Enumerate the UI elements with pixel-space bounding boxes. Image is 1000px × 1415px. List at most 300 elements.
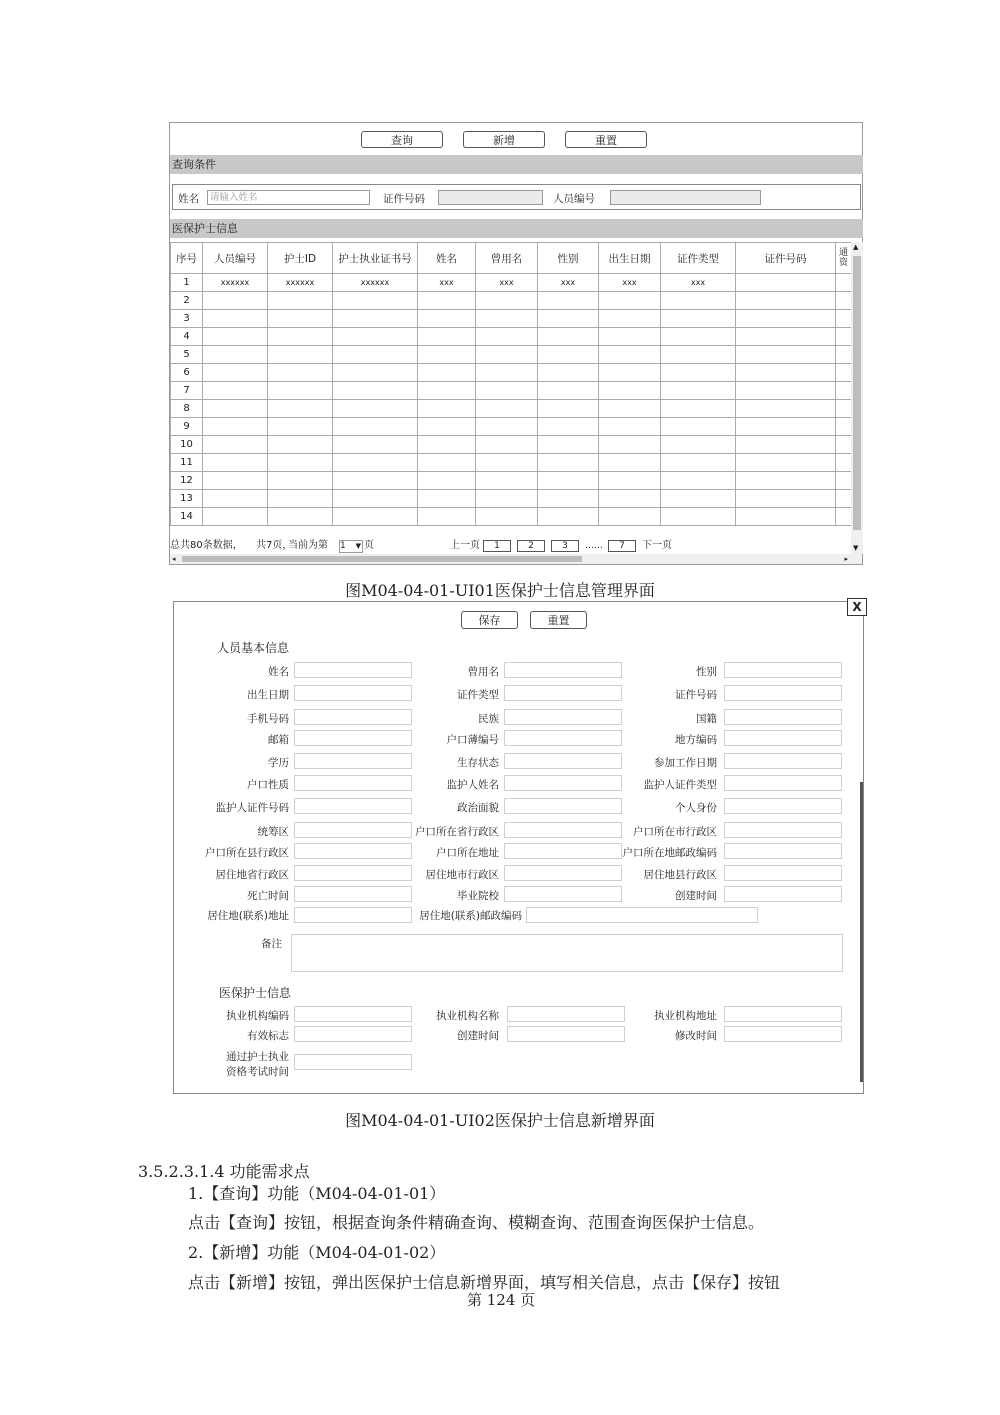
field-label-n07a: 通过护士执业: [226, 1051, 289, 1063]
page-button-2[interactable]: 2: [517, 540, 545, 552]
field-label-f35: 居住地(联系)邮政编码: [419, 910, 522, 922]
table-cell: [476, 346, 538, 364]
table-row[interactable]: [171, 274, 852, 292]
table-cell: [836, 490, 852, 508]
table-cell: [836, 418, 852, 436]
field-label-n03: 执业机构地址: [654, 1010, 717, 1022]
table-cell: [736, 472, 836, 490]
table-cell: [599, 364, 661, 382]
horizontal-scroll-thumb[interactable]: [182, 556, 582, 562]
table-cell: [836, 472, 852, 490]
table-cell: 10: [171, 436, 203, 454]
table-cell: [333, 364, 418, 382]
field-label-f32: 毕业院校: [457, 890, 499, 902]
table-cell: [268, 436, 333, 454]
table-cell: [736, 508, 836, 526]
column-header[interactable]: 姓名: [418, 243, 476, 274]
table-cell: [661, 418, 736, 436]
table-cell: 9: [171, 418, 203, 436]
table-cell: [268, 364, 333, 382]
table-cell: [333, 310, 418, 328]
table-cell: xxxxxx: [268, 274, 333, 292]
table-cell: [333, 436, 418, 454]
dropdown-arrow-icon: ▼: [355, 542, 361, 550]
table-cell: [538, 472, 599, 490]
page-button-3[interactable]: 3: [551, 540, 579, 552]
table-cell: 12: [171, 472, 203, 490]
field-label-f30: 居住地县行政区: [643, 869, 717, 881]
page-number: 第 124 页: [467, 1291, 536, 1309]
form-reset-button[interactable]: 重置: [530, 611, 587, 629]
table-cell: xxx: [418, 274, 476, 292]
prev-page-link[interactable]: 上一页: [450, 540, 480, 551]
table-cell: [268, 292, 333, 310]
field-input-f34[interactable]: [294, 907, 412, 923]
field-input-n05[interactable]: [507, 1026, 625, 1042]
field-label-f23: 户口所在省行政区: [415, 826, 499, 838]
table-cell: [836, 436, 852, 454]
table-cell: [599, 346, 661, 364]
field-input-f26[interactable]: [504, 843, 622, 859]
field-input-f32[interactable]: [504, 886, 622, 902]
nurse-info-table: [170, 242, 852, 526]
table-cell: xxxxxx: [203, 274, 268, 292]
table-cell: [538, 346, 599, 364]
column-header[interactable]: 性别: [538, 243, 599, 274]
table-row[interactable]: [171, 292, 852, 310]
table-row[interactable]: [171, 328, 852, 346]
table-row[interactable]: [171, 364, 852, 382]
field-label-f29: 居住地市行政区: [425, 869, 499, 881]
reset-button[interactable]: 重置: [565, 131, 647, 148]
table-row[interactable]: [171, 472, 852, 490]
info-section-header: 医保护士信息: [170, 219, 863, 238]
field-input-f04[interactable]: [294, 685, 412, 701]
add-button[interactable]: 新增: [463, 131, 545, 148]
field-label-f20: 政治面貌: [457, 802, 499, 814]
caption-ui02: 图M04-04-01-UI02医保护士信息新增界面: [345, 1111, 655, 1130]
field-label-f19: 监护人证件号码: [215, 802, 289, 814]
field-input-f29[interactable]: [504, 865, 622, 881]
field-label-f17: 监护人姓名: [446, 779, 499, 791]
scroll-left-icon[interactable]: ◂: [172, 555, 176, 563]
table-cell: 5: [171, 346, 203, 364]
nurse-add-dialog: [173, 601, 864, 1094]
field-input-n06[interactable]: [724, 1026, 842, 1042]
table-cell: [661, 436, 736, 454]
dialog-scrollbar[interactable]: [860, 782, 863, 1082]
table-cell: [661, 454, 736, 472]
table-cell: [661, 490, 736, 508]
field-label-f15: 参加工作日期: [654, 757, 717, 769]
table-cell: [268, 382, 333, 400]
table-cell: [538, 454, 599, 472]
nurse-management-screen: [169, 122, 863, 565]
table-cell: [736, 454, 836, 472]
table-cell: [418, 364, 476, 382]
scroll-thumb[interactable]: [853, 256, 861, 530]
page-select[interactable]: [339, 540, 363, 553]
field-input-f33[interactable]: [724, 886, 842, 902]
table-cell: [476, 472, 538, 490]
table-row[interactable]: [171, 490, 852, 508]
field-label-n02: 执业机构名称: [436, 1010, 499, 1022]
field-input-f03[interactable]: [724, 662, 842, 678]
table-row[interactable]: [171, 418, 852, 436]
table-row[interactable]: [171, 454, 852, 472]
field-input-f06[interactable]: [724, 685, 842, 701]
table-cell: xxxxxx: [333, 274, 418, 292]
column-header[interactable]: 序号: [171, 243, 203, 274]
table-cell: xxx: [661, 274, 736, 292]
page-ellipsis: ……: [585, 541, 603, 551]
field-input-f02[interactable]: [504, 662, 622, 678]
table-cell: xxx: [538, 274, 599, 292]
table-cell: [736, 382, 836, 400]
field-input-f30[interactable]: [724, 865, 842, 881]
table-cell: [599, 436, 661, 454]
field-input-f10[interactable]: [294, 730, 412, 746]
field-input-n01[interactable]: [294, 1006, 412, 1022]
table-cell: [418, 382, 476, 400]
field-input-f20[interactable]: [504, 798, 622, 814]
table-cell: [268, 508, 333, 526]
table-row[interactable]: [171, 508, 852, 526]
table-cell: [538, 418, 599, 436]
table-cell: 6: [171, 364, 203, 382]
table-cell: 3: [171, 310, 203, 328]
table-cell: [661, 328, 736, 346]
table-cell: [538, 490, 599, 508]
table-cell: [836, 274, 852, 292]
table-cell: [268, 490, 333, 508]
scroll-up-icon[interactable]: ▲: [853, 243, 859, 251]
table-cell: 1: [171, 274, 203, 292]
table-cell: 14: [171, 508, 203, 526]
table-row[interactable]: [171, 400, 852, 418]
table-cell: [836, 292, 852, 310]
section-heading: 3.5.2.3.1.4 功能需求点: [138, 1162, 310, 1181]
table-cell: [418, 292, 476, 310]
idno-input[interactable]: [438, 190, 543, 205]
table-cell: [599, 454, 661, 472]
column-header[interactable]: 证件号码: [736, 243, 836, 274]
field-input-f35[interactable]: [526, 907, 758, 923]
field-label-f07: 手机号码: [247, 713, 289, 725]
table-cell: [203, 418, 268, 436]
table-cell: [476, 418, 538, 436]
field-input-f09[interactable]: [724, 709, 842, 725]
field-label-f22: 统筹区: [257, 826, 289, 838]
table-cell: [661, 400, 736, 418]
table-cell: 7: [171, 382, 203, 400]
table-cell: [203, 292, 268, 310]
field-label-f09: 国籍: [696, 713, 717, 725]
table-cell: [538, 364, 599, 382]
table-cell: [476, 436, 538, 454]
next-page-link[interactable]: 下一页: [642, 540, 672, 551]
table-cell: [418, 328, 476, 346]
table-cell: [333, 346, 418, 364]
field-input-f16[interactable]: [294, 775, 412, 791]
field-input-f21[interactable]: [724, 798, 842, 814]
nurse-info-heading: 医保护士信息: [219, 986, 292, 1000]
field-input-f08[interactable]: [504, 709, 622, 725]
table-cell: [418, 310, 476, 328]
column-header[interactable]: 通资: [836, 243, 852, 274]
table-cell: [418, 436, 476, 454]
table-cell: [203, 382, 268, 400]
column-header[interactable]: 出生日期: [599, 243, 661, 274]
table-cell: 11: [171, 454, 203, 472]
pagination-bar: [170, 539, 850, 553]
field-input-f13[interactable]: [294, 753, 412, 769]
table-cell: [836, 346, 852, 364]
table-cell: [836, 328, 852, 346]
field-input-f05[interactable]: [504, 685, 622, 701]
query-button[interactable]: 查询: [361, 131, 443, 148]
table-row[interactable]: [171, 310, 852, 328]
table-cell: [476, 400, 538, 418]
table-cell: [736, 310, 836, 328]
field-input-n04[interactable]: [294, 1026, 412, 1042]
table-cell: [661, 292, 736, 310]
item-query-desc: 点击【查询】按钮，根据查询条件精确查询、模糊查询、范围查询医保护士信息。: [188, 1213, 765, 1232]
table-cell: [736, 436, 836, 454]
field-input-f22[interactable]: [294, 822, 412, 838]
table-cell: [268, 418, 333, 436]
table-cell: [333, 472, 418, 490]
table-cell: [476, 508, 538, 526]
item-add-title: 2.【新增】功能（M04-04-01-02）: [188, 1243, 446, 1262]
table-row[interactable]: [171, 382, 852, 400]
field-input-f11[interactable]: [504, 730, 622, 746]
idno-label: 证件号码: [383, 193, 425, 205]
table-cell: [418, 472, 476, 490]
scroll-right-icon[interactable]: ▸: [844, 555, 848, 563]
basic-info-heading: 人员基本信息: [217, 641, 290, 655]
field-label-f05: 证件类型: [457, 689, 499, 701]
table-cell: [203, 400, 268, 418]
table-cell: [203, 364, 268, 382]
table-cell: [476, 382, 538, 400]
field-label-f21: 个人身份: [675, 802, 717, 814]
table-cell: 13: [171, 490, 203, 508]
field-label-n01: 执业机构编码: [226, 1010, 289, 1022]
table-cell: [836, 382, 852, 400]
name-input[interactable]: 请输入姓名: [207, 190, 370, 205]
table-cell: [599, 400, 661, 418]
page-select-value: 1: [340, 541, 346, 551]
table-cell: [333, 418, 418, 436]
table-cell: [203, 436, 268, 454]
field-input-f12[interactable]: [724, 730, 842, 746]
table-cell: [599, 382, 661, 400]
table-cell: [599, 508, 661, 526]
table-cell: [268, 310, 333, 328]
field-label-f33: 创建时间: [675, 890, 717, 902]
table-cell: [736, 400, 836, 418]
table-cell: [418, 346, 476, 364]
field-input-n02[interactable]: [507, 1006, 625, 1022]
field-input-f27[interactable]: [724, 843, 842, 859]
item-query-title: 1.【查询】功能（M04-04-01-01）: [188, 1184, 446, 1203]
item-add-desc: 点击【新增】按钮，弹出医保护士信息新增界面，填写相关信息，点击【保存】按钮: [188, 1273, 781, 1292]
table-cell: [268, 472, 333, 490]
table-cell: [203, 328, 268, 346]
save-button[interactable]: 保存: [461, 611, 518, 629]
field-label-f24: 户口所在市行政区: [633, 826, 717, 838]
table-cell: [333, 292, 418, 310]
table-cell: [538, 310, 599, 328]
query-section-header: 查询条件: [170, 155, 863, 174]
table-cell: [836, 310, 852, 328]
field-label-f36: 备注: [261, 938, 282, 950]
table-cell: [836, 508, 852, 526]
field-input-f15[interactable]: [724, 753, 842, 769]
table-cell: [538, 436, 599, 454]
table-cell: [661, 346, 736, 364]
page-button-last[interactable]: 7: [608, 540, 636, 552]
horizontal-scrollbar[interactable]: [170, 554, 862, 564]
field-label-f31: 死亡时间: [247, 890, 289, 902]
table-cell: [599, 418, 661, 436]
table-cell: [599, 490, 661, 508]
table-cell: [736, 364, 836, 382]
field-label-f11: 户口薄编号: [446, 734, 499, 746]
table-cell: [203, 310, 268, 328]
field-input-f19[interactable]: [294, 798, 412, 814]
vertical-scrollbar[interactable]: [851, 242, 863, 554]
field-label-f10: 邮箱: [268, 734, 289, 746]
field-label-f25: 户口所在县行政区: [205, 847, 289, 859]
field-input-f25[interactable]: [294, 843, 412, 859]
table-cell: [203, 472, 268, 490]
table-cell: [418, 418, 476, 436]
field-label-f01: 姓名: [268, 666, 289, 678]
table-cell: [203, 346, 268, 364]
table-cell: [333, 382, 418, 400]
field-input-f07[interactable]: [294, 709, 412, 725]
column-header[interactable]: 证件类型: [661, 243, 736, 274]
staff-no-label: 人员编号: [553, 193, 595, 205]
table-cell: [538, 508, 599, 526]
page-button-1[interactable]: 1: [483, 540, 511, 552]
table-cell: 2: [171, 292, 203, 310]
table-cell: [736, 328, 836, 346]
field-label-f12: 地方编码: [675, 734, 717, 746]
table-cell: 8: [171, 400, 203, 418]
staff-no-input[interactable]: [610, 190, 761, 205]
table-cell: [268, 328, 333, 346]
table-cell: [538, 382, 599, 400]
page-unit: 页: [364, 540, 374, 551]
table-cell: [268, 454, 333, 472]
table-cell: 4: [171, 328, 203, 346]
table-cell: [333, 328, 418, 346]
table-cell: [736, 490, 836, 508]
field-input-f24[interactable]: [724, 822, 842, 838]
table-cell: [736, 274, 836, 292]
table-cell: [418, 490, 476, 508]
table-row[interactable]: [171, 436, 852, 454]
field-label-f18: 监护人证件类型: [643, 779, 717, 791]
table-cell: [836, 364, 852, 382]
table-cell: xxx: [599, 274, 661, 292]
field-input-f17[interactable]: [504, 775, 622, 791]
table-cell: [736, 418, 836, 436]
table-cell: [476, 490, 538, 508]
field-label-n05: 创建时间: [457, 1030, 499, 1042]
table-cell: [203, 454, 268, 472]
table-cell: [268, 400, 333, 418]
current-page-text: 当前为第: [288, 540, 328, 551]
scroll-down-icon[interactable]: ▼: [853, 544, 859, 552]
field-input-f36[interactable]: [291, 934, 843, 972]
table-cell: [599, 292, 661, 310]
table-cell: [476, 328, 538, 346]
total-count-text: 总共80条数据，: [170, 540, 243, 551]
table-cell: [418, 400, 476, 418]
query-conditions-box: [172, 184, 861, 210]
table-cell: [538, 400, 599, 418]
close-button[interactable]: X: [847, 598, 867, 616]
field-label-f06: 证件号码: [675, 689, 717, 701]
table-cell: [538, 328, 599, 346]
field-input-f14[interactable]: [504, 753, 622, 769]
table-row[interactable]: [171, 346, 852, 364]
column-header[interactable]: 曾用名: [476, 243, 538, 274]
field-input-n03[interactable]: [724, 1006, 842, 1022]
table-cell: [333, 400, 418, 418]
table-cell: [599, 328, 661, 346]
table-cell: xxx: [476, 274, 538, 292]
table-cell: [599, 472, 661, 490]
table-cell: [836, 454, 852, 472]
field-label-n04: 有效标志: [247, 1030, 289, 1042]
field-input-f28[interactable]: [294, 865, 412, 881]
field-label-n07b: 资格考试时间: [226, 1066, 289, 1078]
table-cell: [333, 508, 418, 526]
field-input-n07a[interactable]: [294, 1054, 412, 1070]
table-cell: [203, 508, 268, 526]
table-cell: [418, 454, 476, 472]
field-label-f03: 性别: [696, 666, 717, 678]
field-input-f18[interactable]: [724, 775, 842, 791]
field-input-f31[interactable]: [294, 886, 412, 902]
table-cell: [333, 490, 418, 508]
table-cell: [661, 382, 736, 400]
field-label-f04: 出生日期: [247, 689, 289, 701]
table-cell: [538, 292, 599, 310]
field-label-f02: 曾用名: [467, 666, 499, 678]
name-label: 姓名: [178, 193, 199, 205]
field-label-f34: 居住地(联系)地址: [207, 910, 289, 922]
field-input-f01[interactable]: [294, 662, 412, 678]
field-label-f08: 民族: [478, 713, 499, 725]
column-header[interactable]: 护士执业证书号: [333, 243, 418, 274]
table-cell: [661, 364, 736, 382]
field-label-f13: 学历: [268, 757, 289, 769]
table-cell: [418, 508, 476, 526]
table-cell: [203, 490, 268, 508]
table-cell: [599, 310, 661, 328]
field-label-f28: 居住地省行政区: [215, 869, 289, 881]
table-cell: [476, 364, 538, 382]
column-header[interactable]: 护士ID: [268, 243, 333, 274]
field-input-f23[interactable]: [504, 822, 622, 838]
column-header[interactable]: 人员编号: [203, 243, 268, 274]
